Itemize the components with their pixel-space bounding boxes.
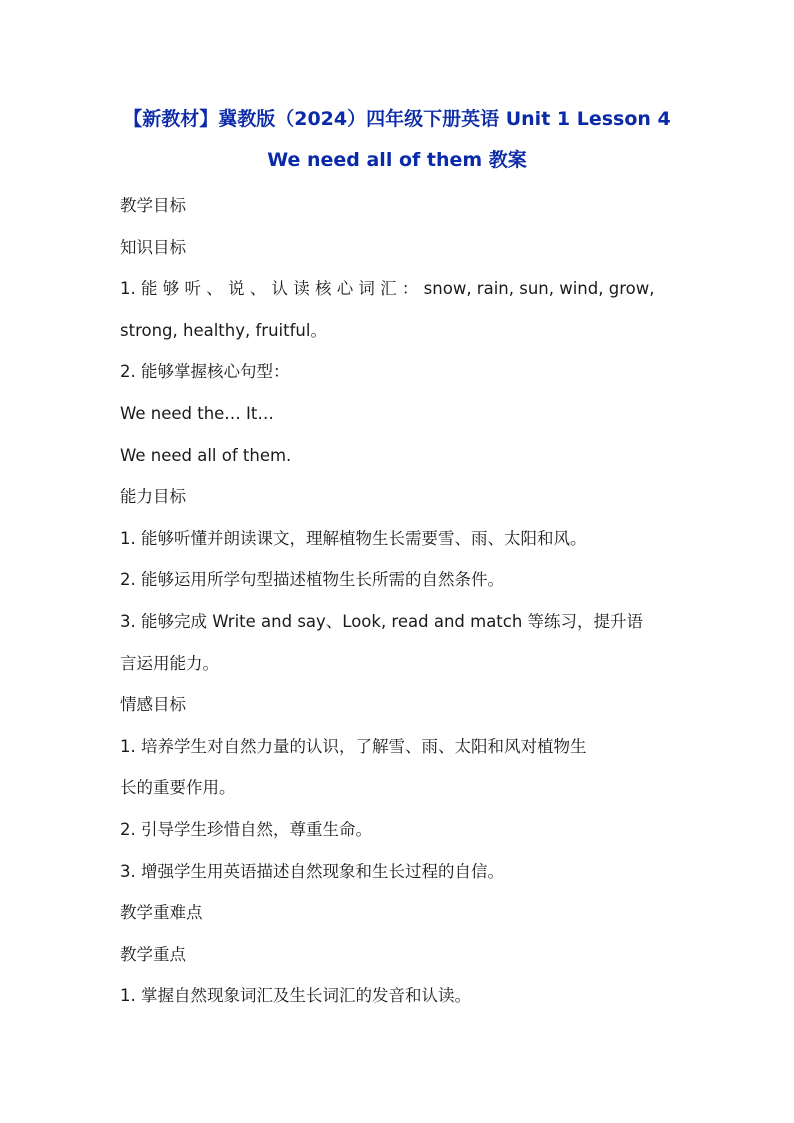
sentence-pattern-1: We need the… It… <box>120 403 274 423</box>
emotional-item-2: 2. 引导学生珍惜自然，尊重生命。 <box>120 819 372 839</box>
ability-item-2: 2. 能够运用所学句型描述植物生长所需的自然条件。 <box>120 570 504 590</box>
emotional-item-1: 1. 培养学生对自然力量的认识，了解雪、雨、太阳和风对植物生 <box>120 736 587 756</box>
document-title-line-2: We need all of them 教案 <box>267 149 527 171</box>
emotional-item-1-continued: 长的重要作用。 <box>120 778 236 798</box>
emotional-item-3: 3. 增强学生用英语描述自然现象和生长过程的自信。 <box>120 861 504 881</box>
subheading-ability-objectives: 能力目标 <box>120 487 186 507</box>
ability-item-3-continued: 言运用能力。 <box>120 653 219 673</box>
key-point-item-1: 1. 掌握自然现象词汇及生长词汇的发音和认读。 <box>120 986 471 1006</box>
document-title-line-1: 【新教材】冀教版（2024）四年级下册英语 Unit 1 Lesson 4 <box>123 108 671 130</box>
section-heading-teaching-objectives: 教学目标 <box>120 196 186 215</box>
knowledge-item-1-continued: strong, healthy, fruitful。 <box>120 320 327 340</box>
knowledge-item-1: 1. 能 够 听 、 说 、 认 读 核 心 词 汇 ： snow, rain, sun, wind, grow, <box>120 279 655 299</box>
document-body <box>120 185 680 1017</box>
subheading-emotional-objectives: 情感目标 <box>120 695 186 715</box>
ability-item-3: 3. 能够完成 Write and say、Look, read and match 等练习，提升语 <box>120 611 644 631</box>
ability-item-1: 1. 能够听懂并朗读课文，理解植物生长需要雪、雨、太阳和风。 <box>120 528 587 548</box>
section-heading-key-difficult-points: 教学重难点 <box>120 903 203 923</box>
subheading-knowledge-objectives: 知识目标 <box>120 237 186 257</box>
subheading-key-points: 教学重点 <box>120 944 186 964</box>
knowledge-item-2: 2. 能够掌握核心句型： <box>120 362 290 382</box>
sentence-pattern-2: We need all of them. <box>120 445 292 465</box>
